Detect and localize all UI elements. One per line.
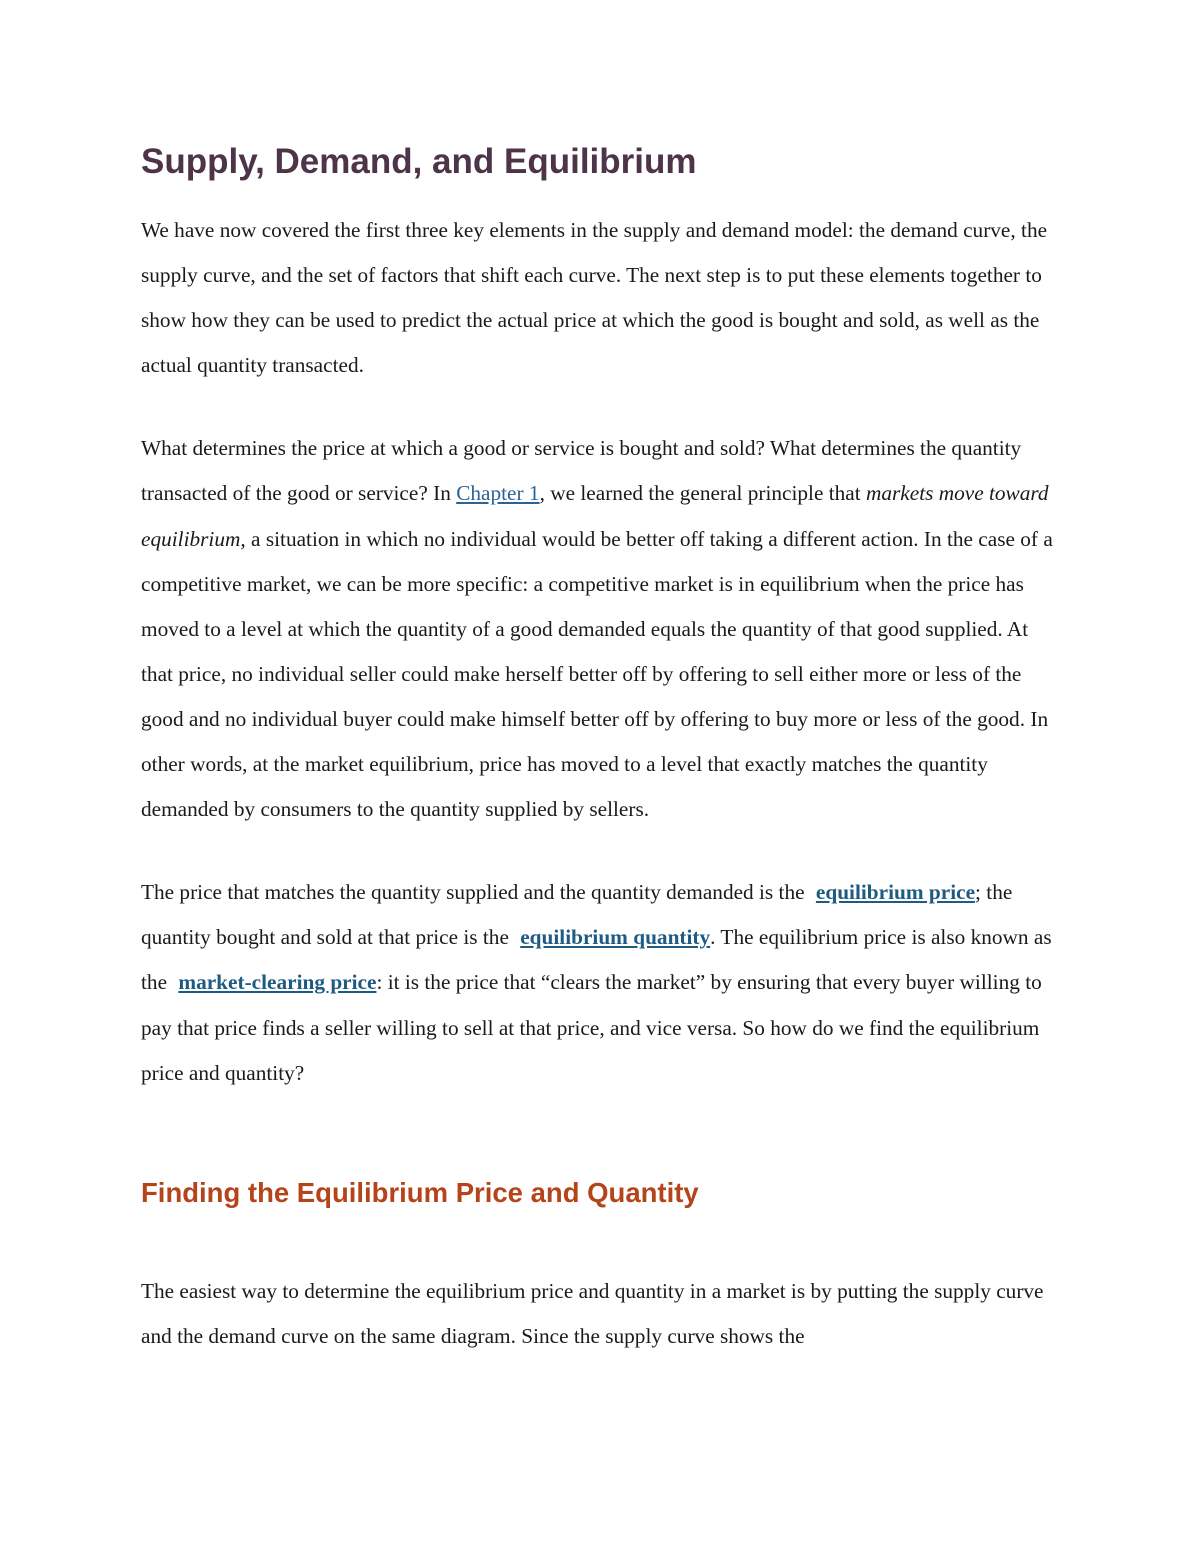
- section-heading: Finding the Equilibrium Price and Quantity: [141, 1176, 699, 1208]
- document-page: [141, 138, 1063, 1359]
- paragraph-text: . The equilibrium price is also known as the: [141, 925, 1052, 995]
- paragraph-text: What determines the price at which a good or service is bought and sold? What determines the quantity transacted of the good or service? In: [141, 436, 1022, 506]
- finding-equilibrium-paragraph: The easiest way to determine the equilibrium price and quantity in a market is by putting the supply curve and the demand curve on the same diagram. Since the supply curve shows the: [141, 1278, 1044, 1348]
- chapter-1-link[interactable]: Chapter 1: [456, 481, 540, 506]
- page-title: Supply, Demand, and Equilibrium: [141, 142, 697, 181]
- intro-paragraph: We have now covered the first three key elements in the supply and demand model: the demand curve, the supply curve, and the set of factors that shift each curve. The next step is to put these elements together to show how they can be used to predict the actual price at which the good is bought and sold, as well as the actual quantity transacted.: [141, 218, 1048, 378]
- paragraph-text: ; the quantity bought and sold at that price is the: [141, 880, 1013, 950]
- equilibrium-paragraph: [141, 426, 1063, 832]
- market-clearing-price-link[interactable]: market-clearing price: [178, 970, 377, 995]
- equilibrium-quantity-link[interactable]: equilibrium quantity: [520, 925, 711, 950]
- paragraph-text: a situation in which no individual would be better off taking a different action. In the case of a competitive market, we can be more specific: a competitive market is in equilibrium when the price has moved to a level at which the quantity of a good demanded equals the quantity of that good supplied. At that price, no individual seller could make herself better off by offering to sell either more or less of the good and no individual buyer could make himself better off by offering to buy more or less of the good. In other words, at the market equilibrium, price has moved to a level that exactly matches the quantity demanded by consumers to the quantity supplied by sellers.: [141, 526, 1053, 822]
- paragraph-text: , we learned the general principle that: [539, 481, 866, 506]
- equilibrium-price-link[interactable]: equilibrium price: [815, 880, 976, 905]
- paragraph-text: The price that matches the quantity supplied and the quantity demanded is the: [141, 880, 810, 905]
- paragraph-text: : it is the price that “clears the market” by ensuring that every buyer willing to pay that price finds a seller willing to sell at that price, and vice versa. So how do we find the equilibrium price and quantity?: [141, 970, 1042, 1085]
- emphasized-principle: markets move toward equilibrium,: [141, 481, 1049, 551]
- definitions-paragraph: [141, 870, 1063, 1095]
